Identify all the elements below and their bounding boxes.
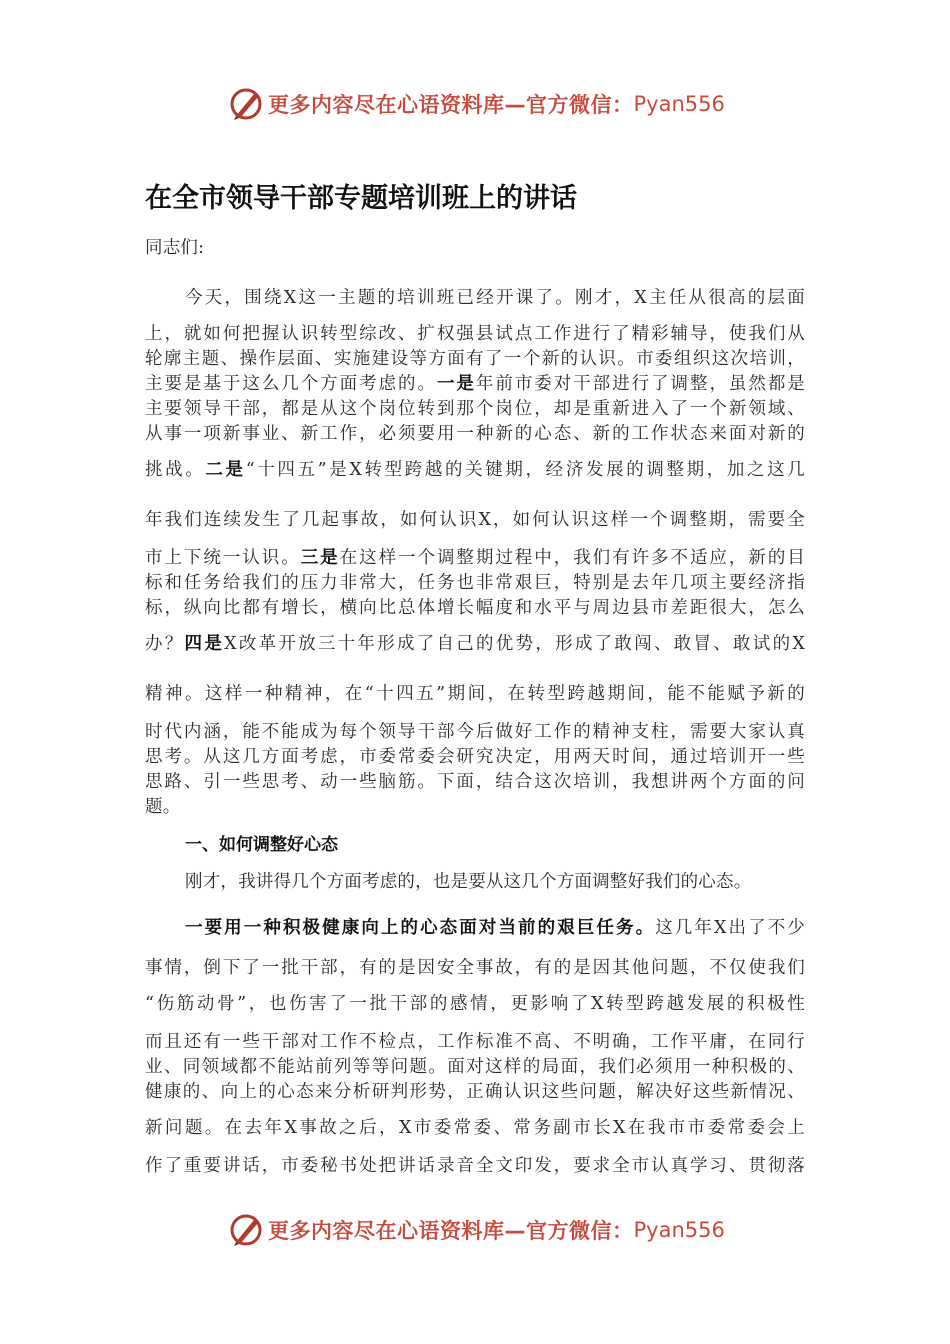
pen-circle-icon	[228, 86, 264, 122]
emphasis-span: 二是	[205, 460, 246, 480]
salutation: 同志们:	[145, 238, 205, 258]
text-line	[145, 630, 805, 655]
text-line: 标，纵向比都有增长，横向比总体增长幅度和水平与周边县市差距很大，怎么	[145, 598, 805, 618]
text-line: 标和任务给我们的压力非常大，任务也非常艰巨，特别是去年几项主要经济指	[145, 573, 805, 593]
text-line: 刚才，我讲得几个方面考虑的，也是要从这几个方面调整好我们的心态。	[185, 872, 752, 892]
emphasis-span: 一是	[436, 374, 476, 394]
text-line: 而且还有一些干部对工作不检点，工作标准不高、不明确，工作平庸，在同行	[145, 1032, 805, 1052]
text-span: 挑战。	[145, 460, 206, 480]
text-span: 主要是基于这么几个方面考虑的。	[145, 374, 437, 394]
text-line: 思考。从这几方面考虑，市委常委会研究决定，用两天时间，通过培训开一些	[145, 747, 805, 767]
emphasis-span: 四是	[184, 634, 225, 654]
text-line: 主要领导干部，都是从这个岗位转到那个岗位，却是重新进入了一个新领域、	[145, 399, 805, 419]
watermark-header	[228, 84, 748, 124]
text-line: 年我们连续发生了几起事故，如何认识X，如何认识这样一个调整期，需要全	[145, 510, 805, 530]
text-line: 轮廓主题、操作层面、实施建设等方面有了一个新的认识。市委组织这次培训，	[145, 349, 805, 369]
watermark-text: 更多内容尽在心语资料库—官方微信：	[268, 1219, 634, 1243]
text-line	[145, 456, 805, 481]
section-heading: 一、如何调整好心态	[185, 835, 338, 855]
text-span: 在这样一个调整期过程中，我们有许多不适应，新的目	[339, 548, 805, 568]
text-span: X改革开放三十年形成了自己的优势，形成了敢闯、敢冒、敢试的X	[224, 634, 805, 654]
emphasis-span: 三是	[300, 548, 340, 568]
text-line: “伤筋动骨”，也伤害了一批干部的感情，更影响了X转型跨越发展的积极性	[145, 994, 805, 1014]
text-line: 作了重要讲话，市委秘书处把讲话录音全文印发，要求全市认真学习、贯彻落	[145, 1156, 805, 1176]
text-span: 市上下统一认识。	[145, 548, 301, 568]
text-line: 新问题。在去年X事故之后，X市委常委、常务副市长X在我市市委常委会上	[145, 1118, 805, 1138]
text-span: “十四五”是X转型跨越的关键期，经济发展的调整期，加之这几	[245, 460, 805, 480]
text-line: 业、同领域都不能站前列等等问题。面对这样的局面，我们必须用一种积极的、	[145, 1057, 805, 1077]
text-line: 精神。这样一种精神，在“十四五”期间，在转型跨越期间，能不能赋予新的	[145, 684, 805, 704]
text-line: 事情，倒下了一批干部，有的是因安全事故，有的是因其他问题，不仅使我们	[145, 958, 805, 978]
text-line	[145, 544, 805, 569]
watermark-text: 更多内容尽在心语资料库—官方微信：	[268, 93, 634, 117]
text-line: 今天，围绕X这一主题的培训班已经开课了。刚才，X主任从很高的层面	[185, 288, 805, 308]
watermark-footer	[228, 1210, 748, 1250]
text-line: 时代内涵，能不能成为每个领导干部今后做好工作的精神支柱，需要大家认真	[145, 722, 805, 742]
text-span: 办？	[145, 634, 185, 654]
text-span: 年前市委对干部进行了调整，虽然都是	[475, 374, 806, 394]
pen-circle-icon	[228, 1212, 264, 1248]
document-title: 在全市领导干部专题培训班上的讲话	[145, 183, 577, 214]
watermark-id: Pyan556	[633, 92, 725, 116]
text-span: 这几年X出了不少	[655, 918, 805, 938]
text-line	[185, 914, 805, 939]
emphasis-span: 一要用一种积极健康向上的心态面对当前的艰巨任务。	[185, 918, 656, 938]
text-line: 从事一项新事业、新工作，必须要用一种新的心态、新的工作状态来面对新的	[145, 424, 805, 444]
text-line: 健康的、向上的心态来分析研判形势，正确认识这些问题，解决好这些新情况、	[145, 1082, 805, 1102]
text-line	[145, 370, 805, 395]
text-line: 上，就如何把握认识转型综改、扩权强县试点工作进行了精彩辅导，使我们从	[145, 324, 805, 344]
watermark-id: Pyan556	[633, 1218, 725, 1242]
text-line: 思路、引一些思考、动一些脑筋。下面，结合这次培训，我想讲两个方面的问	[145, 772, 805, 792]
text-line: 题。	[145, 797, 181, 817]
